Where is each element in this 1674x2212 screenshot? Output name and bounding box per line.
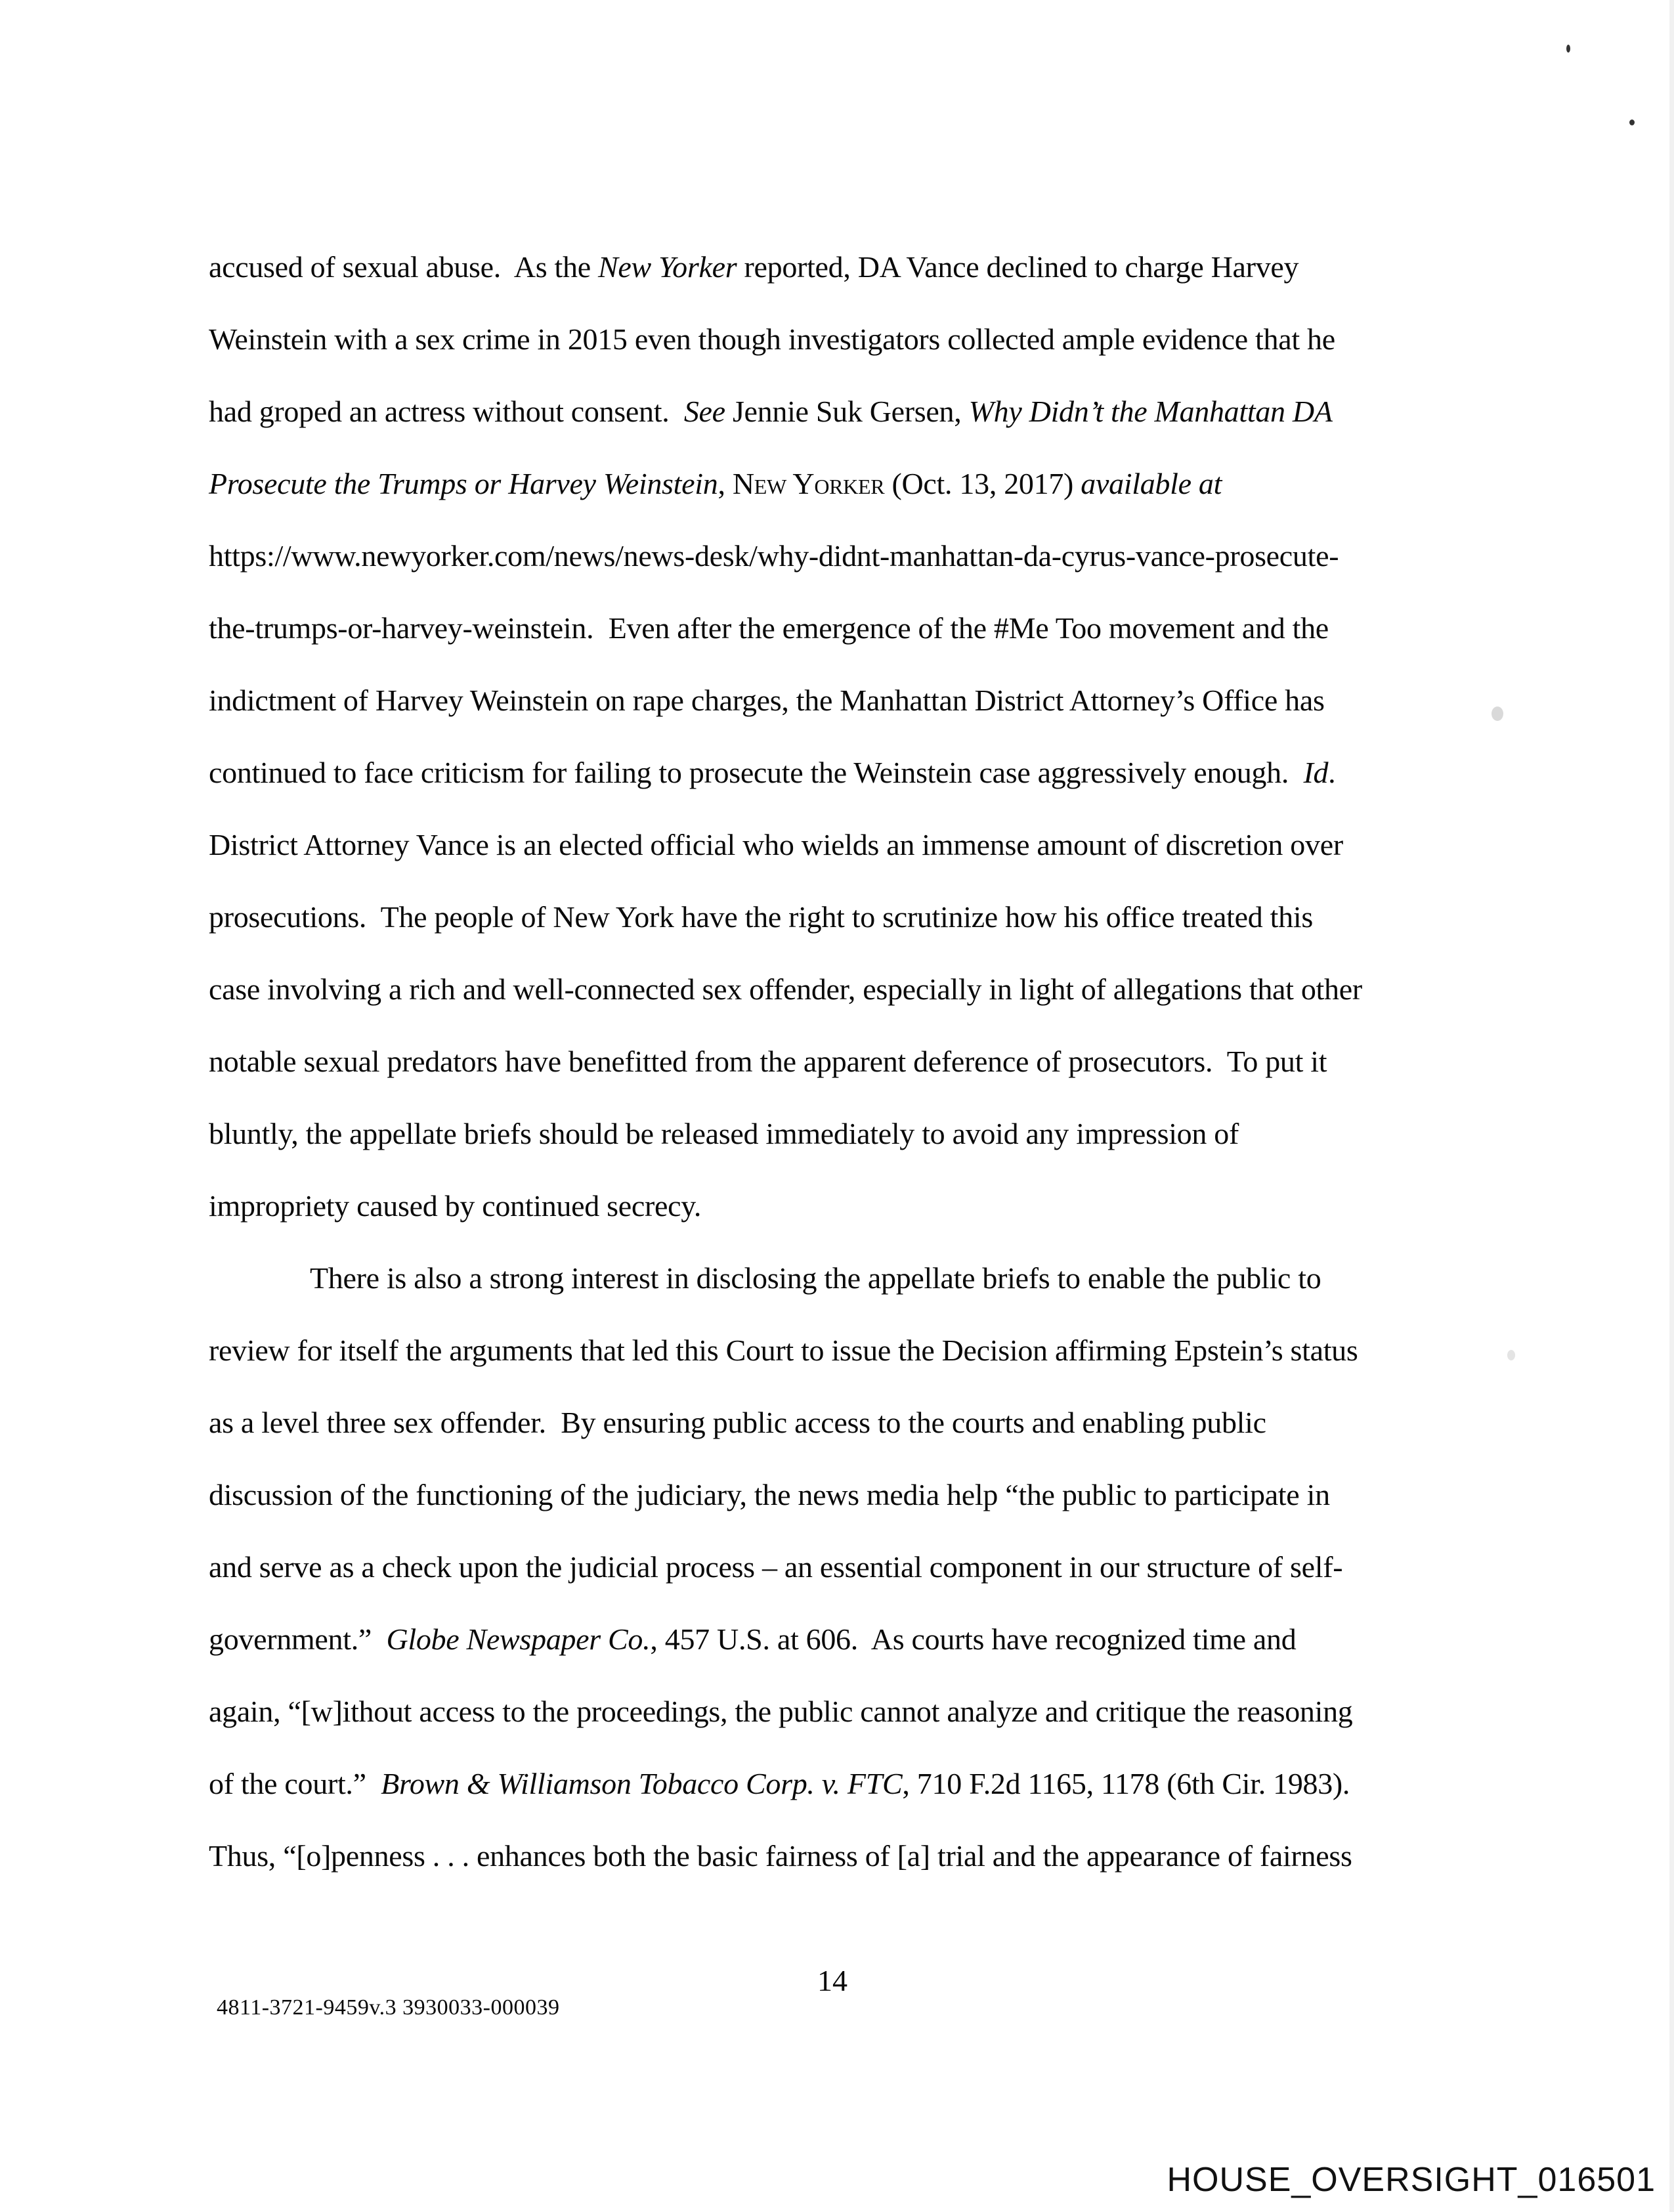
text-segment: impropriety caused by continued secrecy. <box>209 1189 702 1223</box>
scan-smudge <box>1492 706 1503 721</box>
text-line <box>209 809 1469 881</box>
scan-speck <box>1629 119 1635 125</box>
text-line <box>209 953 1469 1026</box>
text-segment: , 457 U.S. at 606. As courts have recognized time and <box>650 1622 1297 1656</box>
text-segment: notable sexual predators have benefitted from the apparent deference of prosecutors. To put it <box>209 1045 1327 1078</box>
text-segment: prosecutions. The people of New York have the right to scrutinize how his office treated this <box>209 900 1313 934</box>
text-segment: (Oct. 13, 2017) <box>884 467 1081 500</box>
text-line <box>209 1314 1469 1387</box>
text-line <box>209 1820 1469 1892</box>
text-segment: and serve as a check upon the judicial process – an essential component in our structure of self- <box>209 1550 1343 1584</box>
text-segment: again, “[w]ithout access to the proceedings, the public cannot analyze and critique the reasoning <box>209 1695 1353 1728</box>
text-line <box>209 592 1469 664</box>
bates-stamp: HOUSE_OVERSIGHT_016501 <box>1167 2161 1656 2199</box>
document-id-footer: 4811-3721-9459v.3 3930033-000039 <box>217 1995 560 2020</box>
text-segment: discussion of the functioning of the judiciary, the news media help “the public to participate in <box>209 1478 1330 1511</box>
text-segment: New Yorker <box>598 250 737 284</box>
text-segment: government.” <box>209 1622 387 1656</box>
text-segment: Why Didn’t the Manhattan DA <box>968 395 1333 428</box>
text-line <box>209 1531 1469 1603</box>
text-segment: New Yorker <box>732 467 885 500</box>
text-segment: Thus, “[o]penness . . . enhances both the basic fairness of [a] trial and the appearance of fairness <box>209 1839 1352 1873</box>
text-line <box>209 1098 1469 1170</box>
text-segment: There is also a strong interest in disclosing the appellate briefs to enable the public to <box>310 1261 1321 1295</box>
text-line <box>209 303 1469 376</box>
text-segment: continued to face criticism for failing to prosecute the Weinstein case aggressively enough. <box>209 756 1304 789</box>
text-line <box>209 1676 1469 1748</box>
text-segment: Brown & Williamson Tobacco Corp. v. FTC <box>381 1767 903 1800</box>
text-segment: , <box>718 467 733 500</box>
text-line <box>209 881 1469 953</box>
text-segment: Weinstein with a sex crime in 2015 even though investigators collected ample evidence that he <box>209 322 1335 356</box>
text-line <box>209 1459 1469 1531</box>
scan-speck <box>1566 45 1570 53</box>
text-line <box>209 1748 1469 1820</box>
scan-edge-artifact <box>1669 0 1674 2212</box>
text-segment: bluntly, the appellate briefs should be released immediately to avoid any impression of <box>209 1117 1239 1150</box>
text-line <box>209 231 1469 303</box>
text-segment: of the court.” <box>209 1767 381 1800</box>
text-segment: District Attorney Vance is an elected official who wields an immense amount of discretion over <box>209 828 1343 861</box>
text-line <box>209 1170 1469 1242</box>
text-segment: accused of sexual abuse. As the <box>209 250 599 284</box>
text-segment: indictment of Harvey Weinstein on rape charges, the Manhattan District Attorney’s Office has <box>209 683 1325 717</box>
text-segment: https://www.newyorker.com/news/news-desk/why-didnt-manhattan-da-cyrus-vance-prosecute- <box>209 539 1339 573</box>
text-segment: Jennie Suk Gersen, <box>725 395 969 428</box>
text-segment: case involving a rich and well-connected sex offender, especially in light of allegations that other <box>209 972 1362 1006</box>
text-segment: Prosecute the Trumps or Harvey Weinstein <box>209 467 718 500</box>
text-segment: See <box>683 395 725 428</box>
text-segment: review for itself the arguments that led this Court to issue the Decision affirming Epstein’s status <box>209 1334 1358 1367</box>
text-line <box>209 448 1469 520</box>
page-number: 14 <box>817 1964 848 1997</box>
text-line <box>209 376 1469 448</box>
scan-smudge <box>1507 1350 1515 1360</box>
text-segment: , 710 F.2d 1165, 1178 (6th Cir. 1983). <box>902 1767 1350 1800</box>
text-line <box>209 1242 1469 1314</box>
text-line <box>209 664 1469 737</box>
text-segment: as a level three sex offender. By ensuring public access to the courts and enabling public <box>209 1406 1266 1439</box>
text-segment: . <box>1328 756 1336 789</box>
text-segment: reported, DA Vance declined to charge Harvey <box>737 250 1299 284</box>
text-line <box>209 1387 1469 1459</box>
text-line <box>209 737 1469 809</box>
text-segment: Globe Newspaper Co. <box>386 1622 651 1656</box>
text-segment: the-trumps-or-harvey-weinstein. Even after the emergence of the #Me Too movement and the <box>209 611 1329 645</box>
text-line <box>209 520 1469 592</box>
text-segment: Id <box>1303 756 1329 789</box>
text-line <box>209 1603 1469 1676</box>
text-segment: available at <box>1081 467 1222 500</box>
text-segment: had groped an actress without consent. <box>209 395 684 428</box>
body-text <box>209 231 1469 1892</box>
text-line <box>209 1026 1469 1098</box>
